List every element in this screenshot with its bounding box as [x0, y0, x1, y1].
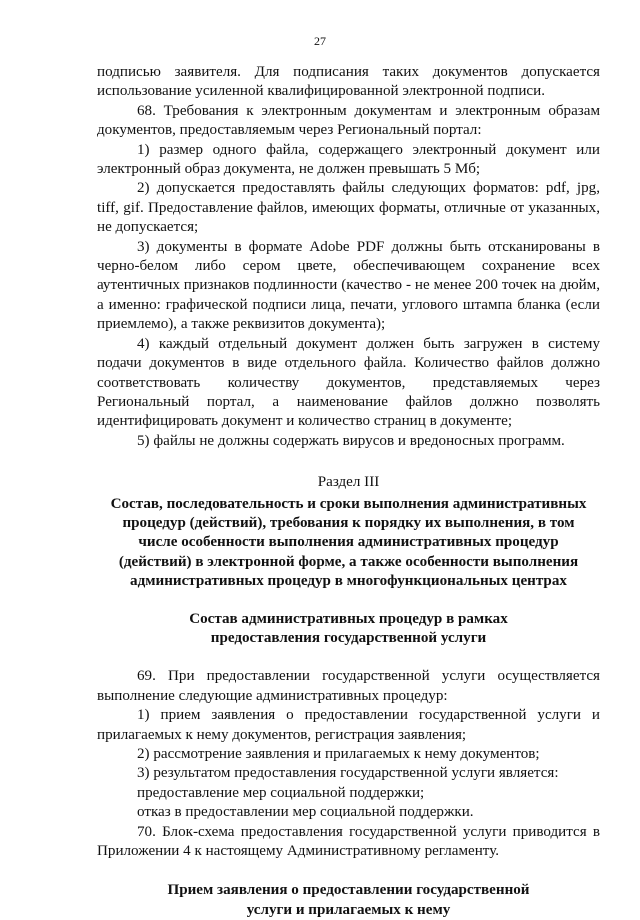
paragraph: отказ в предоставлении мер социальной поддержки.: [137, 804, 474, 821]
section-title: Состав, последовательность и сроки выполнения административных процедур (действий), требования к порядку их выполнения, в том числе особенности выполнения административных процедур (действий) в электронной форме, а также особенности выполнения административных процедур в многофункциональных центрах: [110, 495, 587, 590]
paragraph: 68. Требования к электронным документам и электронным образам документов, предоставляемым через Региональный портал:: [97, 102, 600, 139]
paragraph: 70. Блок-схема предоставления государственной услуги приводится в Приложении 4 к настоящему Административному регламенту.: [97, 823, 600, 860]
paragraph: 3) документы в формате Adobe PDF должны быть отсканированы в черно-белом либо сером цвете, обеспечивающем сохранение всех аутентичных признаков подлинности (качество - не менее 200 точек на дюйм, а именно: графической подписи лица, печати, углового штампа бланка (если приемлемо), а также реквизитов документа);: [97, 238, 600, 333]
paragraph: 4) каждый отдельный документ должен быть загружен в систему подачи документов в виде отдельного файла. Количество файлов должно соответствовать количеству документов, представляемых через Региональный портал, а наименование файлов должно позволять идентифицировать документ и количество страниц в документе;: [97, 335, 600, 430]
paragraph: предоставление мер социальной поддержки;: [137, 784, 425, 801]
paragraph: 3) результатом предоставления государственной услуги является:: [137, 765, 559, 782]
paragraph: 1) прием заявления о предоставлении государственной услуги и прилагаемых к нему документов, регистрация заявления;: [97, 707, 600, 743]
document-body: [97, 63, 600, 920]
paragraph: 2) рассмотрение заявления и прилагаемых к нему документов;: [137, 746, 540, 762]
paragraphs-requirements: [97, 63, 600, 451]
subsection-title: Состав административных процедур в рамках предоставления государственной услуги: [189, 610, 508, 646]
paragraph: 1) размер одного файла, содержащего электронный документ или электронный образ документа, не должен превышать 5 Мб;: [97, 141, 600, 178]
paragraph: 5) файлы не должны содержать вирусов и вредоносных программ.: [137, 432, 565, 449]
spacer: [97, 648, 600, 667]
paragraph: подписью заявителя. Для подписания таких документов допускается использование усиленной квалифицированной электронной подписи.: [97, 64, 600, 100]
page-number: 27: [314, 34, 326, 48]
paragraphs-procedures: [97, 667, 600, 861]
paragraph: 69. При предоставлении государственной услуги осуществляется выполнение следующие административных процедур:: [97, 668, 600, 704]
paragraph: 2) допускается предоставлять файлы следующих форматов: pdf, jpg, tiff, gif. Предоставление файлов, имеющих форматы, отличные от указанных, не допускается;: [97, 180, 600, 236]
subsection-title-reception: Прием заявления о предоставлении государственной услуги и прилагаемых к нему: [167, 882, 530, 918]
section-label: Раздел III: [317, 474, 380, 491]
